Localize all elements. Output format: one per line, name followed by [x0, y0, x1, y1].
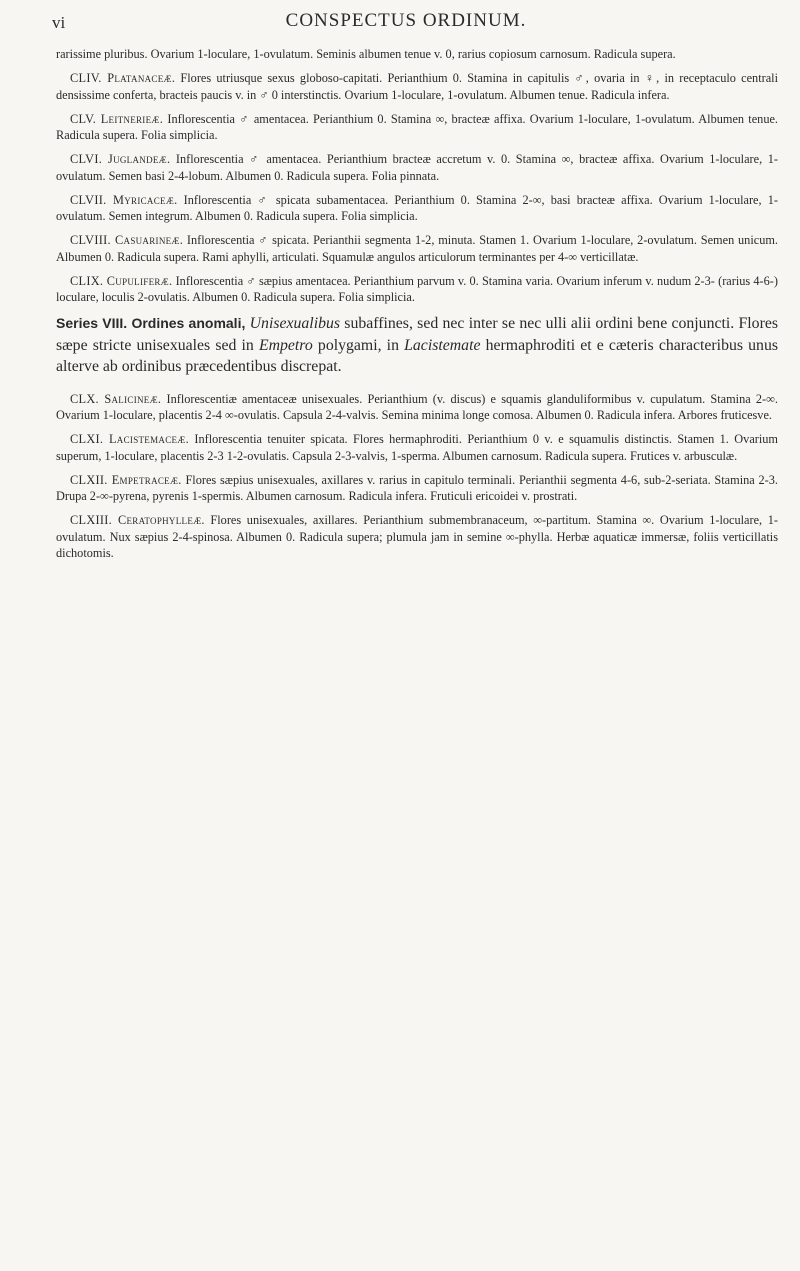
order-entry-leitnerieae [56, 111, 778, 144]
order-label: CLIV. Platanaceæ. [70, 71, 176, 86]
order-label: CLVIII. Casuarineæ. [70, 233, 184, 248]
order-entry-casuarineae [56, 232, 778, 265]
order-label: CLXIII. Ceratophylleæ. [70, 513, 205, 528]
paragraph-text: rarissime pluribus. Ovarium 1-loculare, 1-ovulatum. Seminis albumen tenue v. 0, rarius copiosum carnosum. Radicula supera. [56, 47, 676, 61]
order-label: CLVII. Myricaceæ. [70, 192, 178, 207]
order-entry-myricaceae [56, 192, 778, 225]
series-number: Series VIII. [56, 315, 128, 332]
order-entry-cupuliferae [56, 273, 778, 306]
running-head: CONSPECTUS ORDINUM. [285, 10, 527, 31]
series-text: hermaphroditi et e cæteris characteribus unus alterve ab ordinibus præcedentibus discrepat. [56, 336, 779, 376]
order-description: Flores sæpius unisexuales, axillares v. rarius in capitulo terminali. Perianthii segmenta 4-6, sub-2-seriata. Stamina 2-3. Drupa 2-∞-pyrena, pyrenis 1-spermis. Albumen carnosum. Radicula infera. Fruticuli ericoidei v. prostrati. [56, 472, 778, 503]
order-description: Inflorescentiæ amentaceæ unisexuales. Perianthium (v. discus) e squamis glanduliformibus v. cupulatum. Stamina 2-∞. Ovarium 1-loculare, placentis 2-4 ∞-ovulatis. Capsula 2-4-valvis. Semina minima longe comosa. Albumen 0. Radicula infera. Arbores fruticesve. [56, 391, 778, 422]
page-body [56, 46, 778, 569]
order-description: Inflorescentia ♂ amentacea. Perianthium 0. Stamina ∞, bracteæ affixa. Ovarium 1-loculare, 1-ovulatum. Albumen tenue. Radicula supera. Folia simplicia. [56, 111, 779, 142]
order-entry-platanaceae [56, 70, 778, 103]
genus-empetrum: Empetro [258, 336, 313, 354]
order-label: CLV. Leitnerieæ. [70, 111, 164, 126]
order-entry-ceratophylleae [56, 512, 778, 561]
series-title: Ordines anomali, [131, 315, 246, 332]
page-number: vi [52, 13, 66, 32]
order-description: Inflorescentia ♂ amentacea. Perianthium bracteæ accretum v. 0. Stamina ∞, bracteæ affixa. Ovarium 1-loculare, 1-ovulatum. Semen basi 2-4-lobum. Albumen 0. Radicula supera. Folia pinnata. [56, 152, 778, 183]
series-text: polygami, in [312, 336, 405, 354]
order-label: CLVI. Juglandeæ. [70, 152, 171, 167]
series-italic-name: Unisexualibus [249, 315, 341, 333]
page-header [52, 6, 760, 36]
continuation-paragraph [56, 46, 778, 62]
series-text: subaffines, sed nec inter se nec ulli alii ordini bene conjuncti. Flores sæpe stricte unisexuales sed in [56, 315, 778, 354]
genus-lacistema: Lacistemate [404, 336, 481, 354]
order-description: Inflorescentia tenuiter spicata. Flores hermaphroditi. Perianthium 0 v. e squamulis distinctis. Stamen 1. Ovarium superum, 1-loculare, placentis 2-3 1-2-ovulatis. Capsula 2-3-valvis, 1-sperma. Albumen carnosum. Radicula supera. Frutices v. arbusculæ. [56, 432, 778, 463]
order-description: Inflorescentia ♂ spicata subamentacea. Perianthium 0. Stamina 2-∞, basi bracteæ affixa. Ovarium 1-loculare, 1-ovulatum. Semen integrum. Albumen 0. Radicula supera. Folia simplicia. [56, 192, 778, 223]
order-entry-salicineae [56, 391, 778, 424]
order-label: CLXII. Empetraceæ. [70, 472, 182, 487]
order-description: Inflorescentia ♂ sæpius amentacea. Perianthium parvum v. 0. Stamina varia. Ovarium inferum v. nudum 2-3- (rarius 4-6-) loculare, loculis 2-ovulatis. Albumen 0. Radicula supera. Folia simplicia. [56, 273, 778, 304]
order-label: CLIX. Cupuliferæ. [70, 273, 173, 288]
series-heading [56, 313, 778, 378]
order-label: CLXI. Lacistemaceæ. [70, 432, 189, 447]
order-description: Inflorescentia ♂ spicata. Perianthii segmenta 1-2, minuta. Stamen 1. Ovarium 1-loculare, 2-ovulatum. Semen unicum. Albumen 0. Radicula supera. Rami aphylli, articulati. Squamulæ angulos articulorum terminantes per 4-∞ verticillatæ. [56, 233, 778, 264]
order-entry-lacistemaceae [56, 431, 778, 464]
order-description: Flores utriusque sexus globoso-capitati. Perianthium 0. Stamina in capitulis ♂, ovaria in ♀, in receptaculo centrali densissime conferta, bracteis paucis v. in ♂ 0 interstinctis. Ovarium 1-loculare, 1-ovulatum. Albumen tenue. Radicula infera. [56, 71, 778, 102]
order-entry-empetraceae [56, 472, 778, 505]
order-entry-juglandeae [56, 151, 778, 184]
order-description: Flores unisexuales, axillares. Perianthium submembranaceum, ∞-partitum. Stamina ∞. Ovarium 1-loculare, 1-ovulatum. Nux sæpius 2-4-spinosa. Albumen 0. Radicula supera; plumula jam in semine ∞-phylla. Herbæ aquaticæ immersæ, foliis verticillatis dichotomis. [56, 513, 778, 560]
order-label: CLX. Salicineæ. [70, 391, 162, 406]
